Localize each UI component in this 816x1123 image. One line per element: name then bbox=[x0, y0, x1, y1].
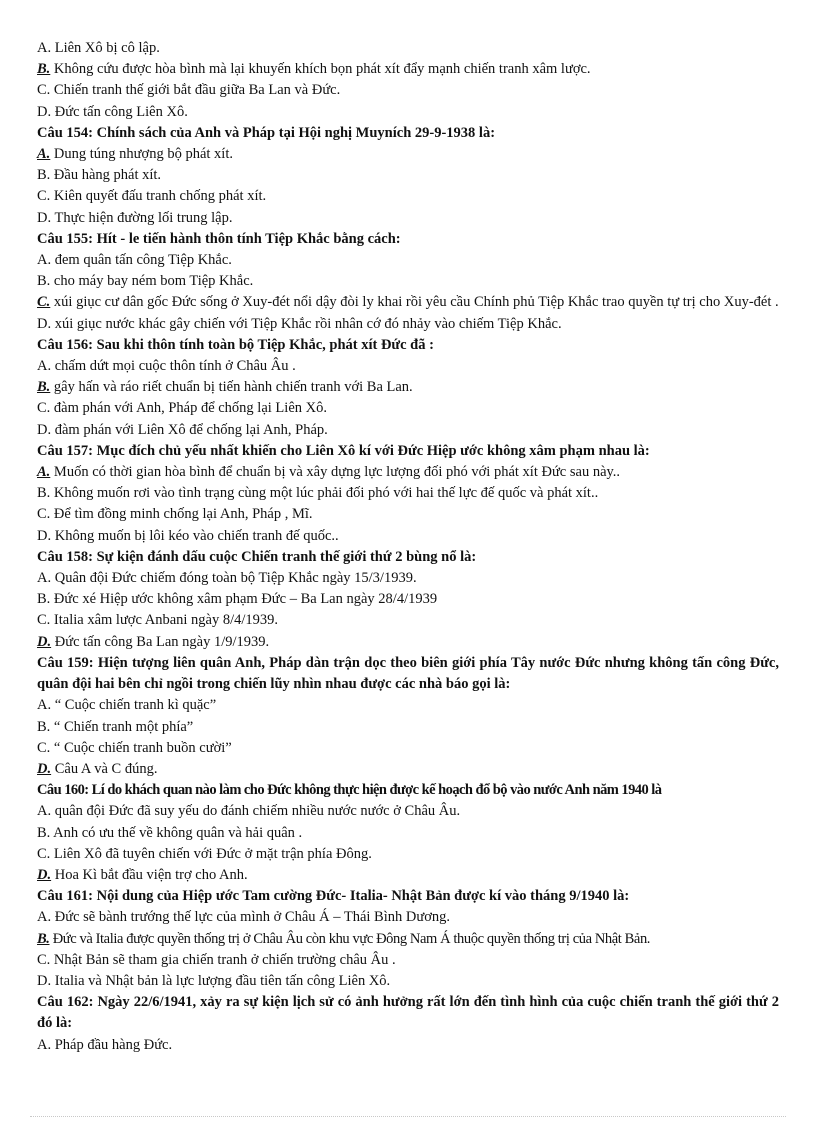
answer-text: Câu A và C đúng. bbox=[51, 760, 158, 777]
answer-letter: A. bbox=[37, 1036, 52, 1053]
answer-option bbox=[37, 632, 779, 653]
page-bottom-divider bbox=[30, 1116, 786, 1117]
correct-answer-letter: B. bbox=[37, 379, 51, 396]
answer-letter: C. bbox=[37, 739, 51, 756]
question-heading: Câu 162: Ngày 22/6/1941, xảy ra sự kiện lịch sử có ảnh hưởng rất lớn đến tình hình của cuộc chiến tranh thế giới thứ 2 đó là: bbox=[37, 994, 779, 1032]
answer-letter: D. bbox=[37, 421, 52, 438]
answer-option bbox=[37, 801, 779, 822]
document-page bbox=[37, 38, 779, 1056]
answer-text: Italia và Nhật bản là lực lượng đầu tiên tấn công Liên Xô. bbox=[51, 972, 391, 989]
answer-letter: A. bbox=[37, 570, 52, 587]
question-heading: Câu 160: Lí do khách quan nào làm cho Đức không thực hiện được kế hoạch đổ bộ vào nước Anh năm 1940 là bbox=[37, 782, 662, 799]
answer-option bbox=[37, 144, 779, 165]
answer-text: quân đội Đức đã suy yếu do đánh chiếm nhiều nước nước ở Châu Âu. bbox=[51, 803, 461, 820]
question-heading: Câu 154: Chính sách của Anh và Pháp tại Hội nghị Muyních 29-9-1938 là: bbox=[37, 124, 496, 141]
question-heading: Câu 155: Hít - le tiến hành thôn tính Tiệp Khắc bằng cách: bbox=[37, 230, 401, 247]
answer-option bbox=[37, 759, 779, 780]
answer-option bbox=[37, 462, 779, 483]
answer-text: “ Chiến tranh một phía” bbox=[50, 718, 194, 735]
answer-option bbox=[37, 589, 779, 610]
answer-text: Hoa Kì bắt đầu viện trợ cho Anh. bbox=[51, 866, 248, 883]
answer-text: Chiến tranh thế giới bắt đầu giữa Ba Lan và Đức. bbox=[50, 82, 341, 99]
answer-letter: B. bbox=[37, 718, 51, 735]
question-heading: Câu 161: Nội dung của Hiệp ước Tam cường Đức- Italia- Nhật Bản được kí vào tháng 9/1940 là: bbox=[37, 888, 630, 905]
answer-option bbox=[37, 292, 779, 313]
answer-text: Không cứu được hòa bình mà lại khuyến khích bọn phát xít đẩy mạnh chiến tranh xâm lược. bbox=[50, 61, 591, 78]
answer-text: Dung túng nhượng bộ phát xít. bbox=[50, 146, 233, 163]
answer-text: Đức tấn công Ba Lan ngày 1/9/1939. bbox=[51, 633, 270, 650]
answer-text: Đức tấn công Liên Xô. bbox=[51, 103, 188, 120]
answer-option bbox=[37, 398, 779, 419]
answer-text: xúi giục cư dân gốc Đức sống ở Xuy-đét nổi dậy đòi ly khai rồi yêu cầu Chính phủ Tiệp Khắc trao quyền tự trị cho Xuy-đét . bbox=[50, 294, 779, 311]
answer-option bbox=[37, 271, 779, 292]
answer-letter: A. bbox=[37, 909, 52, 926]
correct-answer-letter: D. bbox=[37, 866, 52, 883]
answer-text: “ Cuộc chiến tranh kì quặc” bbox=[51, 697, 217, 714]
answer-letter: D. bbox=[37, 972, 52, 989]
answer-text: Anh có ưu thế về không quân và hải quân . bbox=[50, 824, 303, 841]
answer-letter: A. bbox=[37, 252, 52, 269]
answer-letter: A. bbox=[37, 40, 52, 56]
answer-option bbox=[37, 610, 779, 631]
answer-text: đem quân tấn công Tiệp Khắc. bbox=[51, 252, 232, 269]
answer-option bbox=[37, 420, 779, 441]
answer-text: Đức xé Hiệp ước không xâm phạm Đức – Ba Lan ngày 28/4/1939 bbox=[50, 591, 438, 608]
answer-letter: D. bbox=[37, 103, 52, 120]
answer-text: đàm phán với Anh, Pháp để chống lại Liên Xô. bbox=[50, 400, 327, 417]
answer-letter: B. bbox=[37, 273, 51, 290]
answer-text: Italia xâm lược Anbani ngày 8/4/1939. bbox=[50, 612, 279, 629]
answer-letter: D. bbox=[37, 527, 52, 544]
answer-text: “ Cuộc chiến tranh buồn cười” bbox=[50, 739, 232, 756]
question-heading: Câu 159: Hiện tượng liên quân Anh, Pháp dàn trận dọc theo biên giới phía Tây nước Đức nhưng không tấn công Đức, quân đội hai bên chỉ ngồi trong chiến lũy nhìn nhau được các nhà báo gọi là: bbox=[37, 654, 779, 693]
answer-letter: C. bbox=[37, 845, 51, 862]
answer-option bbox=[37, 165, 779, 186]
correct-answer-letter: D. bbox=[37, 633, 52, 650]
answer-option bbox=[37, 526, 779, 547]
answer-text: Liên Xô đã tuyên chiến với Đức ở mặt trận phía Đông. bbox=[50, 845, 372, 862]
answer-text: Pháp đầu hàng Đức. bbox=[51, 1036, 173, 1053]
answer-text: Liên Xô bị cô lập. bbox=[51, 40, 160, 56]
answer-text: cho máy bay ném bom Tiệp Khắc. bbox=[50, 273, 254, 290]
correct-answer-letter: A. bbox=[37, 464, 51, 481]
answer-text: Không muốn bị lôi kéo vào chiến tranh đế quốc.. bbox=[51, 527, 339, 544]
answer-option bbox=[37, 823, 779, 844]
answer-option bbox=[37, 971, 779, 992]
answer-option bbox=[37, 568, 779, 589]
answer-text: Nhật Bản sẽ tham gia chiến tranh ở chiến trường châu Âu . bbox=[50, 951, 396, 968]
answer-letter: B. bbox=[37, 167, 51, 184]
answer-letter: C. bbox=[37, 612, 51, 629]
answer-text: Đức và Italia được quyền thống trị ở Châu Âu còn khu vực Đông Nam Á thuộc quyền thống trị của Nhật Bản. bbox=[49, 930, 651, 947]
answer-text: Thực hiện đường lối trung lập. bbox=[51, 209, 233, 226]
answer-text: Không muốn rơi vào tình trạng cùng một lúc phải đối phó với hai thế lực đế quốc và phát xít.. bbox=[50, 485, 599, 502]
answer-letter: C. bbox=[37, 82, 51, 99]
answer-option bbox=[37, 102, 779, 123]
correct-answer-letter: B. bbox=[37, 930, 50, 947]
answer-option bbox=[37, 38, 779, 59]
answer-letter: B. bbox=[37, 824, 51, 841]
answer-option bbox=[37, 314, 779, 335]
answer-text: chấm dứt mọi cuộc thôn tính ở Châu Âu . bbox=[51, 358, 296, 375]
answer-option bbox=[37, 950, 779, 971]
answer-letter: A. bbox=[37, 803, 52, 820]
answer-letter: D. bbox=[37, 209, 52, 226]
correct-answer-letter: C. bbox=[37, 294, 51, 311]
answer-option bbox=[37, 929, 779, 950]
question-heading: Câu 156: Sau khi thôn tính toàn bộ Tiệp Khắc, phát xít Đức đã : bbox=[37, 336, 434, 353]
answer-option bbox=[37, 1035, 779, 1056]
correct-answer-letter: B. bbox=[37, 61, 51, 78]
answer-option bbox=[37, 59, 779, 80]
answer-text: Đức sẽ bành trướng thế lực của mình ở Châu Á – Thái Bình Dương. bbox=[51, 909, 450, 926]
answer-option bbox=[37, 738, 779, 759]
answer-text: Quân đội Đức chiếm đóng toàn bộ Tiệp Khắc ngày 15/3/1939. bbox=[51, 570, 417, 587]
correct-answer-letter: A. bbox=[37, 146, 51, 163]
answer-option bbox=[37, 907, 779, 928]
answer-letter: C. bbox=[37, 188, 51, 205]
answer-letter: A. bbox=[37, 358, 52, 375]
answer-text: gây hấn và ráo riết chuẩn bị tiến hành chiến tranh với Ba Lan. bbox=[50, 379, 413, 396]
answer-letter: B. bbox=[37, 485, 51, 502]
answer-letter: B. bbox=[37, 591, 51, 608]
answer-option bbox=[37, 844, 779, 865]
answer-text: Kiên quyết đấu tranh chống phát xít. bbox=[50, 188, 267, 205]
answer-option bbox=[37, 717, 779, 738]
correct-answer-letter: D. bbox=[37, 760, 52, 777]
answer-option bbox=[37, 186, 779, 207]
answer-option bbox=[37, 356, 779, 377]
answer-text: xúi giục nước khác gây chiến với Tiệp Khắc rồi nhân cớ đó nhảy vào chiếm Tiệp Khắc. bbox=[51, 315, 562, 332]
answer-option bbox=[37, 208, 779, 229]
answer-text: Đầu hàng phát xít. bbox=[50, 167, 162, 184]
answer-option bbox=[37, 865, 779, 886]
question-heading: Câu 157: Mục đích chủ yếu nhất khiến cho Liên Xô kí với Đức Hiệp ước không xâm phạm nhau là: bbox=[37, 442, 650, 459]
answer-option bbox=[37, 250, 779, 271]
answer-option bbox=[37, 695, 779, 716]
answer-text: đàm phán với Liên Xô để chống lại Anh, Pháp. bbox=[51, 421, 328, 438]
answer-text: Muốn có thời gian hòa bình để chuẩn bị và xây dựng lực lượng đối phó với phát xít Đức sau này.. bbox=[50, 464, 621, 481]
answer-option bbox=[37, 80, 779, 101]
answer-option bbox=[37, 504, 779, 525]
answer-letter: D. bbox=[37, 315, 52, 332]
answer-letter: C. bbox=[37, 400, 51, 417]
answer-option bbox=[37, 483, 779, 504]
answer-letter: A. bbox=[37, 697, 52, 714]
answer-letter: C. bbox=[37, 951, 51, 968]
answer-letter: C. bbox=[37, 506, 51, 523]
answer-option bbox=[37, 377, 779, 398]
answer-text: Để tìm đồng minh chống lại Anh, Pháp , Mĩ. bbox=[50, 506, 313, 523]
question-heading: Câu 158: Sự kiện đánh dấu cuộc Chiến tranh thế giới thứ 2 bùng nổ là: bbox=[37, 548, 477, 565]
